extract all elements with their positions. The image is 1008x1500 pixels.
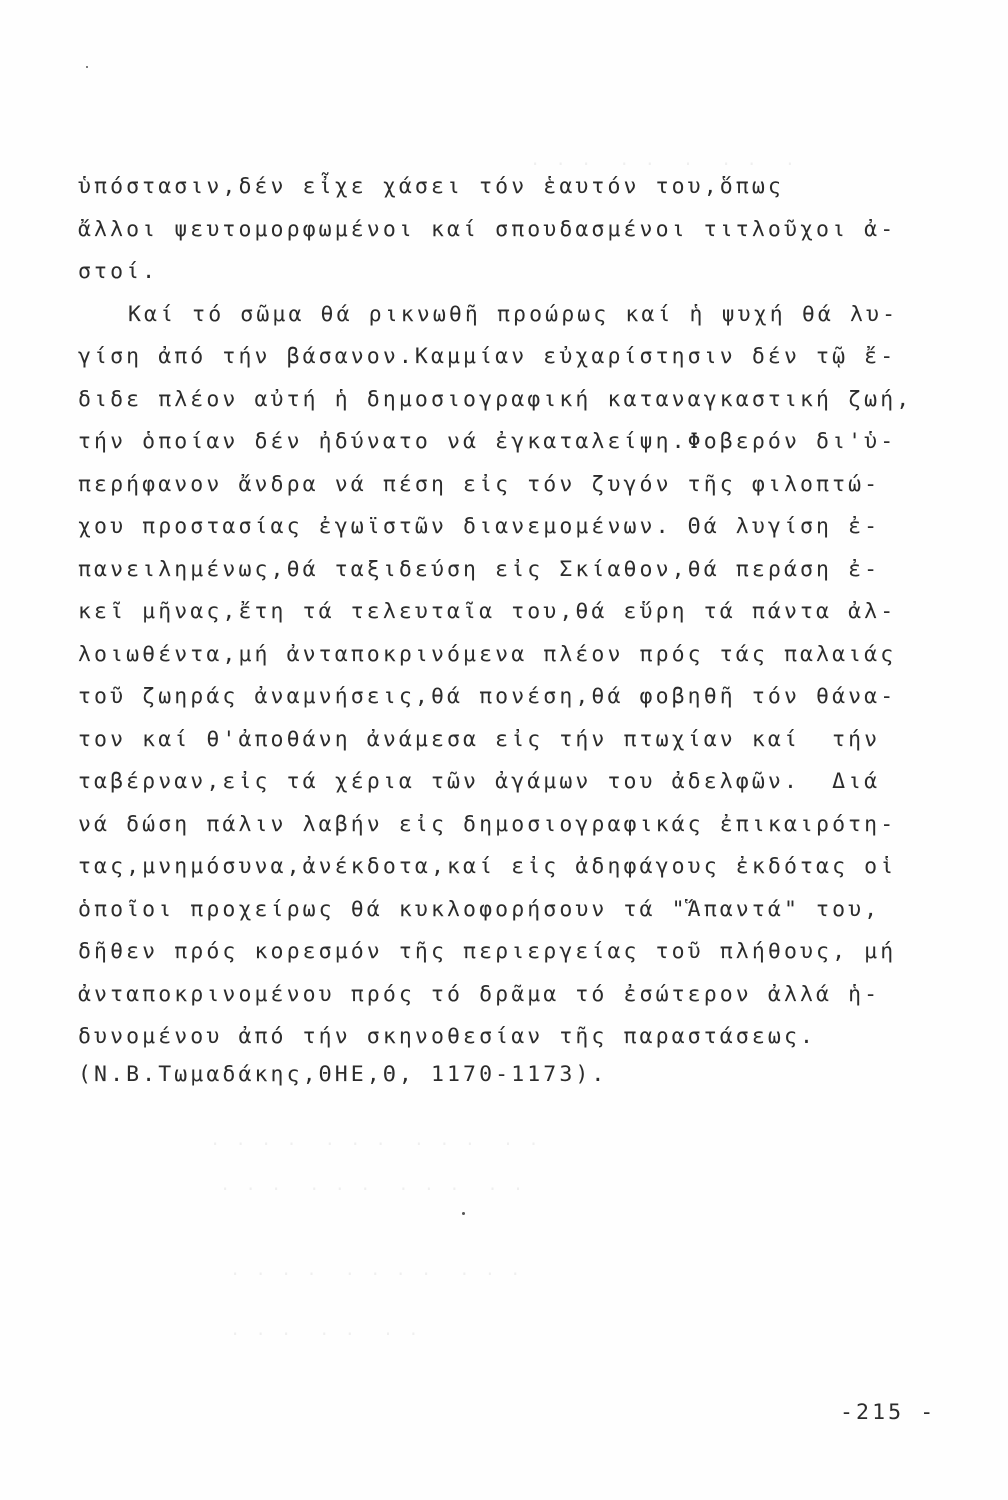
citation: (Ν.Β.Τωμαδάκης,ΘΗΕ,Θ, 1170-1173).	[78, 1062, 608, 1087]
text-line: ὁποῖοι προχείρως θά κυκλοφορήσουν τά "Ἅπαντά" του,	[78, 896, 881, 922]
paragraph-start-line: Καί τό σῶμα θά ρικνωθῆ προώρως καί ἡ ψυχή θά λυ-	[128, 301, 899, 327]
text-line: τοῦ ζωηράς ἀναμνήσεις,θά πονέση,θά φοβηθῆ τόν θάνα-	[78, 684, 897, 709]
text-line: περήφανον ἄνδρα νά πέση εἰς τόν ζυγόν τῆς φιλοπτώ-	[78, 471, 881, 497]
text-line: διδε πλέον αὐτή ἡ δημοσιογραφική καταναγκαστική ζωή,	[78, 386, 913, 412]
text-line: χου προστασίας ἐγωϊστῶν διανεμομένων. Θά λυγίση ἐ-	[78, 514, 881, 539]
bleed-through-texture: . . . . . . . . . . .	[220, 1175, 526, 1195]
text-line: δυνομένου ἀπό τήν σκηνοθεσίαν τῆς παραστάσεως.	[78, 1024, 817, 1049]
text-line: ὑπόστασιν,δέν εἶχε χάσει τόν ἑαυτόν του,ὅπως	[78, 174, 784, 199]
text-line: κεῖ μῆνας,ἔτη τά τελευταῖα του,θά εὕρη τά πάντα ἀλ-	[78, 599, 897, 624]
text-line: τας,μνημόσυνα,ἀνέκδοτα,καί εἰς ἀδηφάγους ἐκδότας οἱ	[78, 854, 897, 879]
bleed-through-texture: . . . . . . .	[230, 1320, 422, 1340]
text-line: γίση ἀπό τήν βάσανον.Καμμίαν εὐχαρίστησιν δέν τῷ ἔ-	[78, 344, 897, 369]
text-line: νά δώση πάλιν λαβήν εἰς δημοσιογραφικάς ἐπικαιρότη-	[78, 811, 897, 837]
text-line: τήν ὁποίαν δέν ἠδύνατο νά ἐγκαταλείψη.Φοβερόν δι'ὑ-	[78, 429, 897, 454]
body-text	[78, 166, 948, 1059]
bleed-through-texture: . . . . . . . . . . .	[230, 1260, 523, 1280]
text-line: λοιωθέντα,μή ἀνταποκρινόμενα πλέον πρός τάς παλαιάς	[78, 641, 897, 667]
text-line: πανειλημένως,θά ταξιδεύση εἰς Σκίαθον,θά περάση ἐ-	[78, 556, 881, 582]
bleed-through-texture: . . . . . . . . .	[530, 150, 798, 170]
page-number: -215 -	[840, 1400, 937, 1425]
text-line: ἄλλοι ψευτομορφωμένοι καί σπουδασμένοι τιτλοῦχοι ἀ-	[78, 216, 897, 242]
speck	[86, 66, 88, 68]
bleed-through-texture: . . . . . . . . . . . .	[210, 1130, 542, 1150]
text-line: ταβέρναν,εἰς τά χέρια τῶν ἀγάμων του ἀδελφῶν. Διά	[78, 769, 881, 794]
text-line: στοί.	[78, 259, 159, 284]
text-line: δῆθεν πρός κορεσμόν τῆς περιεργείας τοῦ πλήθους, μή	[78, 939, 897, 964]
text-line: τον καί θ'ἀποθάνη ἀνάμεσα εἰς τήν πτωχίαν καί τήν	[78, 726, 881, 752]
text-line: ἀνταποκρινομένου πρός τό δρᾶμα τό ἐσώτερον ἀλλά ἡ-	[78, 981, 881, 1007]
speck	[462, 1212, 465, 1215]
